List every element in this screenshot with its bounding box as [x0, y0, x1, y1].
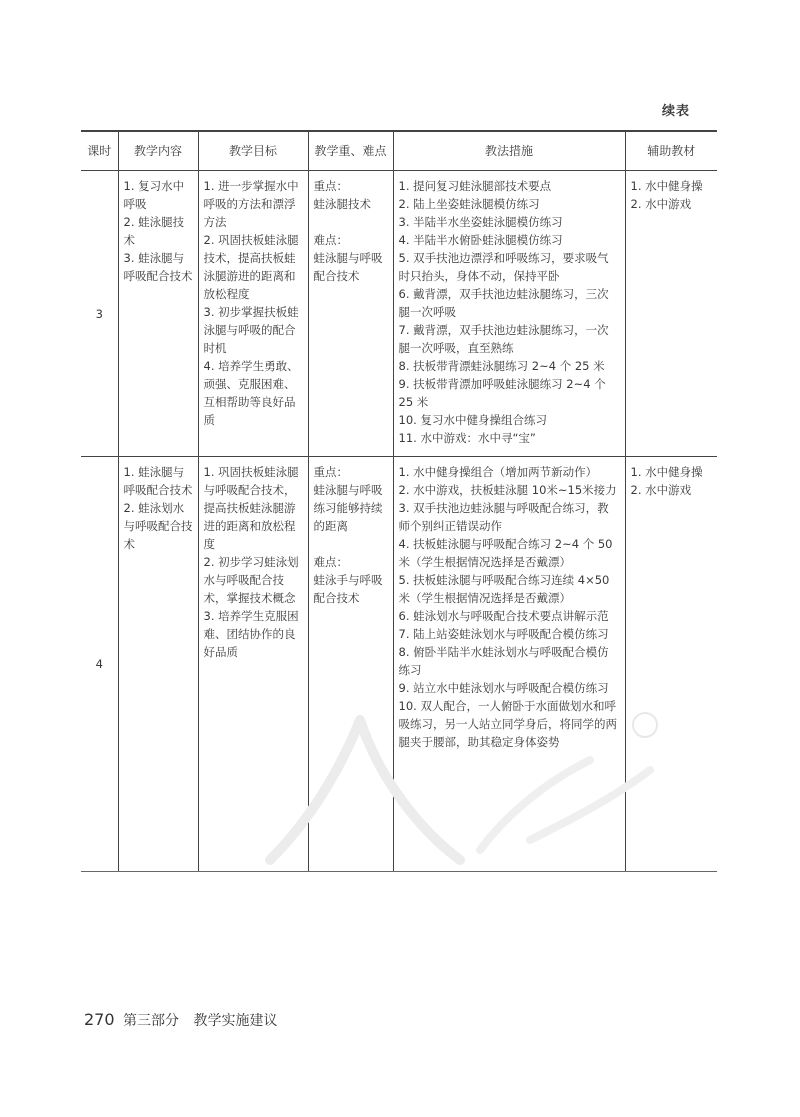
- lesson-aids: [625, 171, 717, 457]
- key-difficulty: 蛙泳手与呼吸配合技术: [313, 573, 383, 605]
- list-item: 2. 陆上坐姿蛙泳腿模仿练习: [398, 197, 540, 211]
- list-item: 1. 复习水中呼吸: [123, 179, 185, 211]
- list-item: 1. 提问复习蛙泳腿部技术要点: [398, 179, 552, 193]
- list-item: 2. 水中游戏: [630, 197, 692, 211]
- footer-section: 教学实施建议: [193, 1013, 278, 1029]
- list-item: 3. 蛙泳腿与呼吸配合技术: [123, 251, 193, 283]
- list-item: 3. 初步掌握扶板蛙泳腿与呼吸的配合时机: [203, 305, 299, 355]
- list-item: 1. 进一步掌握水中呼吸的方法和漂浮方法: [203, 179, 299, 229]
- page-footer: [84, 1010, 277, 1030]
- key-difficulty: 蛙泳腿与呼吸配合技术: [313, 251, 383, 283]
- list-item: 4. 培养学生勇敢、顽强、克服困难、互相帮助等良好品质: [203, 359, 299, 427]
- lesson-methods: [393, 457, 625, 872]
- list-item: 2. 巩固扶板蛙泳腿技术，提高扶板蛙泳腿游进的距离和放松程度: [203, 233, 299, 301]
- key-focus-label: 重点：: [313, 179, 348, 193]
- list-item: 1. 水中健身操: [630, 179, 703, 193]
- lesson-key-points: [308, 457, 393, 872]
- list-item: 4. 扶板蛙泳腿与呼吸配合练习 2~4 个 50 米（学生根据情况选择是否戴漂）: [398, 537, 613, 569]
- list-item: 6. 蛙泳划水与呼吸配合技术要点讲解示范: [398, 609, 609, 623]
- header-goals: 教学目标: [198, 131, 308, 171]
- page-number: 270: [84, 1010, 115, 1029]
- lesson-aids: [625, 457, 717, 872]
- key-focus: 蛙泳腿与呼吸练习能够持续的距离: [313, 483, 383, 533]
- header-content: 教学内容: [118, 131, 198, 171]
- continued-label: 续表: [661, 104, 690, 119]
- header-methods: 教法措施: [393, 131, 625, 171]
- footer-part: 第三部分: [123, 1013, 179, 1029]
- list-item: 1. 巩固扶板蛙泳腿与呼吸配合技术，提高扶板蛙泳腿游进的距离和放松程度: [203, 465, 299, 551]
- header-hour: 课时: [81, 131, 118, 171]
- list-item: 4. 半陆半水俯卧蛙泳腿模仿练习: [398, 233, 563, 247]
- lesson-goals: [198, 171, 308, 457]
- list-item: 2. 水中游戏: [630, 483, 692, 497]
- lesson-content: [118, 457, 198, 872]
- list-item: 2. 初步学习蛙泳划水与呼吸配合技术，掌握技术概念: [203, 555, 299, 605]
- lesson-plan-table: [81, 130, 717, 872]
- list-item: 9. 扶板带背漂加呼吸蛙泳腿练习 2~4 个 25 米: [398, 377, 606, 409]
- list-item: 3. 培养学生克服困难、团结协作的良好品质: [203, 609, 299, 659]
- list-item: 1. 水中健身操组合（增加两节新动作）: [398, 465, 598, 479]
- table-row: [81, 457, 717, 872]
- list-item: 5. 双手扶池边漂浮和呼吸练习，要求吸气时只抬头，身体不动，保持平卧: [398, 251, 609, 283]
- lesson-content: [118, 171, 198, 457]
- list-item: 7. 戴背漂，双手扶池边蛙泳腿练习，一次腿一次呼吸，直至熟练: [398, 323, 609, 355]
- lesson-hour: 3: [81, 171, 118, 457]
- list-item: 8. 俯卧半陆半水蛙泳划水与呼吸配合模仿练习: [398, 645, 609, 677]
- list-item: 2. 蛙泳腿技术: [123, 215, 185, 247]
- header-key-points: 教学重、难点: [308, 131, 393, 171]
- lesson-hour: 4: [81, 457, 118, 872]
- table-row: [81, 171, 717, 457]
- key-focus: 蛙泳腿技术: [313, 197, 371, 211]
- list-item: 11. 水中游戏：水中寻“宝”: [398, 431, 536, 445]
- key-difficulty-label: 难点：: [313, 233, 348, 247]
- key-difficulty-label: 难点：: [313, 555, 348, 569]
- list-item: 3. 半陆半水坐姿蛙泳腿模仿练习: [398, 215, 563, 229]
- list-item: 10. 双人配合，一人俯卧于水面做划水和呼吸练习，另一人站立同学身后，将同学的两腿夹于腰部，助其稳定身体姿势: [398, 699, 617, 749]
- key-focus-label: 重点：: [313, 465, 348, 479]
- lesson-goals: [198, 457, 308, 872]
- list-item: 1. 水中健身操: [630, 465, 703, 479]
- list-item: 7. 陆上站姿蛙泳划水与呼吸配合模仿练习: [398, 627, 609, 641]
- list-item: 3. 双手扶池边蛙泳腿与呼吸配合练习，教师个别纠正错误动作: [398, 501, 609, 533]
- list-item: 9. 站立水中蛙泳划水与呼吸配合模仿练习: [398, 681, 609, 695]
- list-item: 2. 水中游戏，扶板蛙泳腿 10米~15米接力: [398, 483, 617, 497]
- list-item: 6. 戴背漂，双手扶池边蛙泳腿练习，三次腿一次呼吸: [398, 287, 609, 319]
- list-item: 10. 复习水中健身操组合练习: [398, 413, 547, 427]
- list-item: 1. 蛙泳腿与呼吸配合技术: [123, 465, 193, 497]
- list-item: 8. 扶板带背漂蛙泳腿练习 2~4 个 25 米: [398, 359, 605, 373]
- list-item: 2. 蛙泳划水与呼吸配合技术: [123, 501, 193, 551]
- lesson-methods: [393, 171, 625, 457]
- header-aids: 辅助教材: [625, 131, 717, 171]
- list-item: 5. 扶板蛙泳腿与呼吸配合练习连续 4×50 米（学生根据情况选择是否戴漂）: [398, 573, 610, 605]
- lesson-key-points: [308, 171, 393, 457]
- table-header-row: [81, 131, 717, 171]
